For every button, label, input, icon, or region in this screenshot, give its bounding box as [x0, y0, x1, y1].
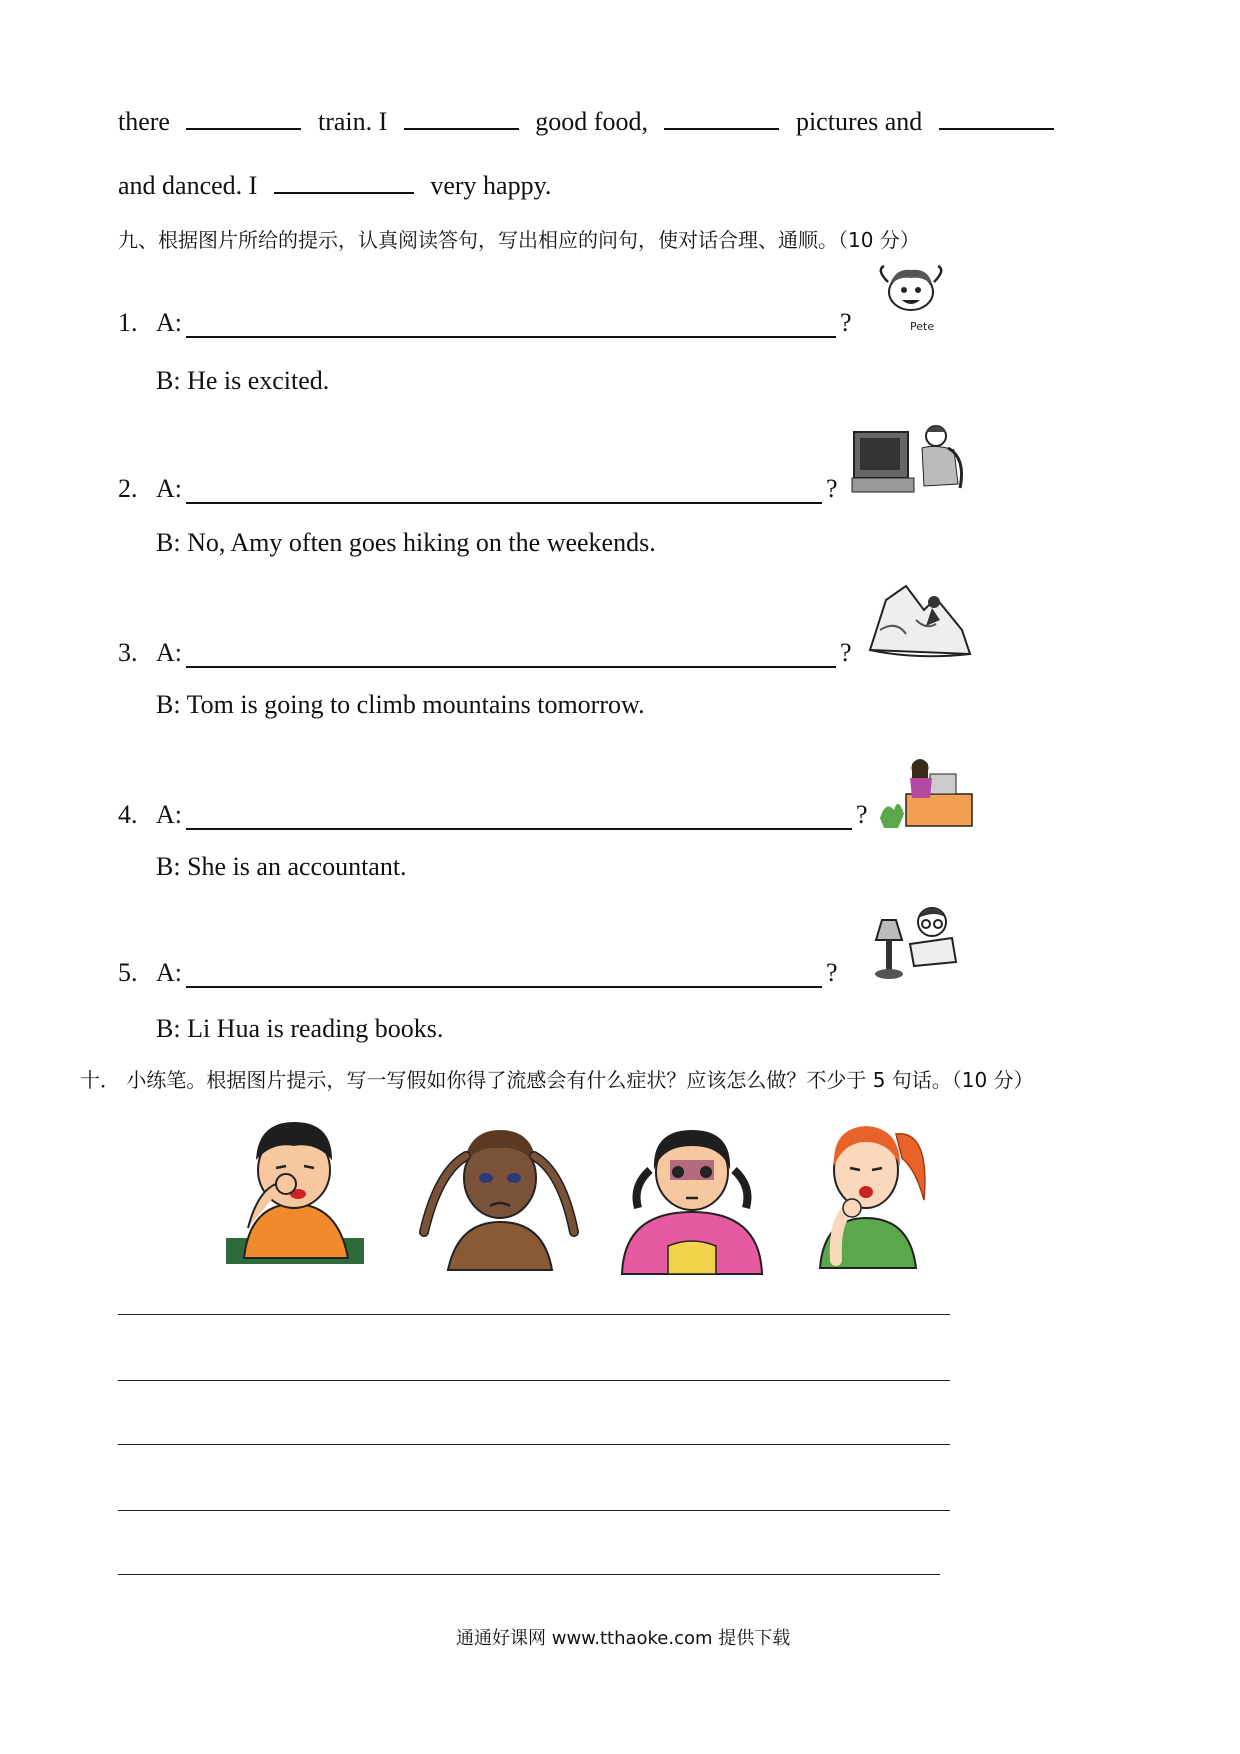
writing-line[interactable]	[118, 1380, 950, 1381]
question-number: 3.	[118, 638, 138, 667]
watching-tv-illustration	[850, 418, 970, 498]
question-mark: ?	[856, 800, 868, 829]
question-mark: ?	[826, 474, 838, 503]
passage-word: pictures and	[795, 107, 923, 136]
accountant-illustration	[876, 744, 976, 830]
question-number: 2.	[118, 474, 138, 503]
blank-field[interactable]	[939, 106, 1054, 130]
passage-word: very happy.	[430, 171, 552, 200]
question-write-line[interactable]	[186, 828, 852, 830]
writing-line[interactable]	[118, 1314, 950, 1315]
answer-b-text: B: Tom is going to climb mountains tomorrow.	[156, 690, 645, 719]
sore-throat-girl-illustration	[806, 1110, 936, 1270]
writing-line[interactable]	[118, 1444, 950, 1445]
question-number: 4.	[118, 800, 138, 829]
answer-a-label: A:	[156, 474, 182, 503]
answer-b-text: B: Li Hua is reading books.	[156, 1014, 444, 1043]
runny-nose-boy-illustration	[220, 1108, 370, 1268]
writing-line[interactable]	[118, 1574, 940, 1575]
question-mark: ?	[826, 958, 838, 987]
excited-boy-illustration	[866, 262, 956, 334]
question-write-line[interactable]	[186, 336, 836, 338]
passage-word: and danced. I	[118, 171, 258, 200]
page-footer: 通通好课网 www.tthaoke.com 提供下载	[456, 1628, 791, 1649]
reading-boy-illustration	[866, 900, 966, 984]
passage-line-2	[118, 170, 551, 201]
passage-line-1	[118, 106, 1064, 137]
blank-field[interactable]	[186, 106, 301, 130]
answer-b-text: B: He is excited.	[156, 366, 330, 395]
question-number: 5.	[118, 958, 138, 987]
blank-field[interactable]	[404, 106, 519, 130]
answer-b-text: B: No, Amy often goes hiking on the weekends.	[156, 528, 656, 557]
answer-a-label: A:	[156, 800, 182, 829]
section-9-title: 九、根据图片所给的提示，认真阅读答句，写出相应的问句，使对话合理、通顺。（10 分）	[118, 228, 920, 252]
fever-girl-illustration	[612, 1116, 772, 1276]
passage-word: train. I	[317, 107, 388, 136]
answer-a-label: A:	[156, 958, 182, 987]
answer-b-text: B: She is an accountant.	[156, 852, 407, 881]
passage-word: good food,	[535, 107, 648, 136]
question-mark: ?	[840, 638, 852, 667]
question-number: 1.	[118, 308, 138, 337]
passage-word: there	[118, 107, 170, 136]
question-mark: ?	[840, 308, 852, 337]
blank-field[interactable]	[664, 106, 779, 130]
answer-a-label: A:	[156, 638, 182, 667]
writing-line[interactable]	[118, 1510, 950, 1511]
mountain-climbing-illustration	[866, 580, 976, 664]
question-write-line[interactable]	[186, 986, 822, 988]
question-write-line[interactable]	[186, 502, 822, 504]
section-10-title: 十． 小练笔。根据图片提示，写一写假如你得了流感会有什么症状？应该怎么做？不少于 5 句话。（10 分）	[80, 1068, 1034, 1092]
blank-field[interactable]	[274, 170, 414, 194]
headache-boy-illustration	[414, 1112, 584, 1272]
answer-a-label: A:	[156, 308, 182, 337]
pete-label: Pete	[910, 320, 935, 333]
question-write-line[interactable]	[186, 666, 836, 668]
